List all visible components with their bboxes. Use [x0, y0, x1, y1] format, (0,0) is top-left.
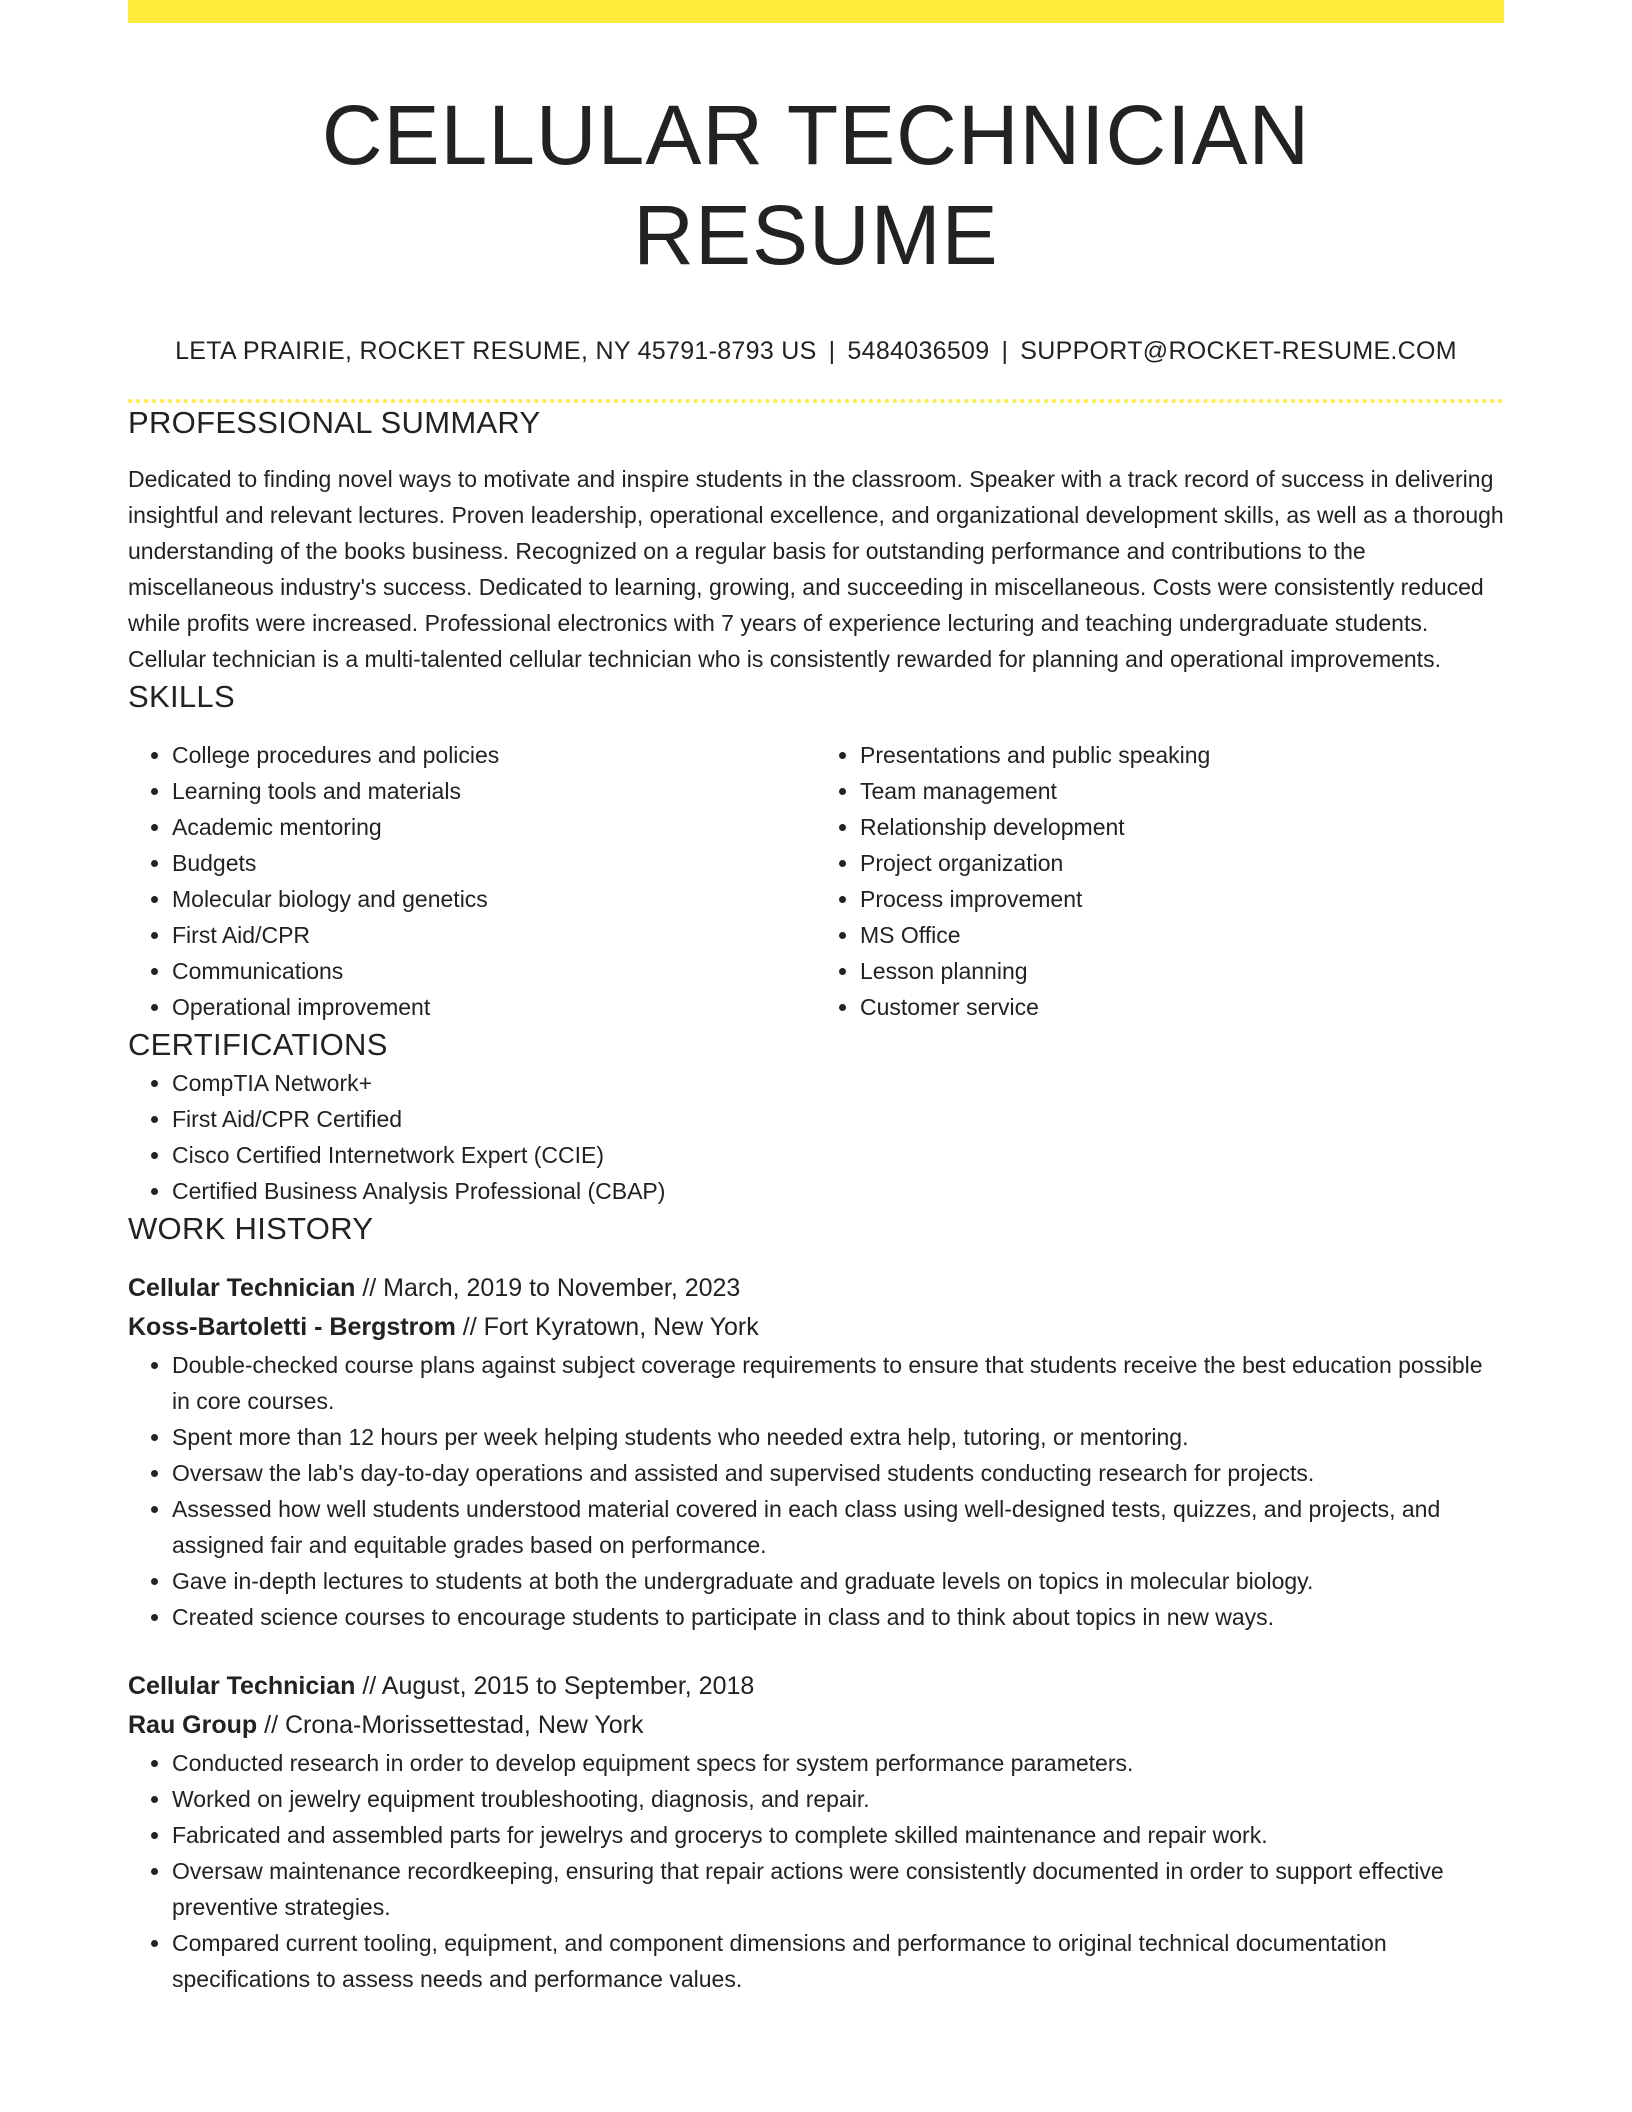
skill-item: • Budgets: [172, 845, 816, 881]
resume-page: [128, 0, 1504, 1997]
certification-item: • Cisco Certified Internetwork Expert (CCIE): [172, 1137, 1504, 1173]
job-duty: • Oversaw the lab's day-to-day operations and assisted and supervised students conducting research for projects.: [172, 1455, 1504, 1491]
skill-item: • Project organization: [860, 845, 1504, 881]
section-heading-certifications: CERTIFICATIONS: [128, 1027, 388, 1062]
job-entry: [128, 1269, 1504, 1635]
skill-item: • MS Office: [860, 917, 1504, 953]
certification-item: • Certified Business Analysis Professional (CBAP): [172, 1173, 1504, 1209]
job-duty: • Assessed how well students understood material covered in each class using well-designed tests, quizzes, and projects, and assigned fair and equitable grades based on performance.: [172, 1491, 1504, 1563]
skill-item: • College procedures and policies: [172, 737, 816, 773]
job-title: Cellular Technician: [128, 1672, 356, 1700]
certification-item: • First Aid/CPR Certified: [172, 1101, 1504, 1137]
job-duty: • Gave in-depth lectures to students at both the undergraduate and graduate levels on topics in molecular biology.: [172, 1563, 1504, 1599]
certification-item: • CompTIA Network+: [172, 1065, 1504, 1101]
accent-top-bar: [128, 0, 1504, 23]
certifications-list: [128, 1065, 1504, 1209]
job-location: // Crona-Morissettestad, New York: [257, 1711, 644, 1739]
section-heading-work-history: WORK HISTORY: [128, 1211, 374, 1246]
job-company-line: [128, 1308, 1504, 1347]
contact-line: [128, 335, 1504, 367]
contact-separator: |: [1001, 337, 1009, 365]
job-dates: // March, 2019 to November, 2023: [355, 1274, 741, 1302]
job-duty: • Spent more than 12 hours per week helping students who needed extra help, tutoring, or mentoring.: [172, 1419, 1504, 1455]
job-duty: • Compared current tooling, equipment, and component dimensions and performance to original technical documentation specifications to assess needs and performance values.: [172, 1925, 1504, 1997]
skill-item: • Molecular biology and genetics: [172, 881, 816, 917]
summary-paragraph: Dedicated to finding novel ways to motivate and inspire students in the classroom. Speaker with a track record of success in delivering insightful and relevant lectures. Proven leadership, operational excellence, and organizational development skills, as well as a thorough understanding of the books business. Recognized on a regular basis for outstanding performance and contributions to the miscellaneous industry's success. Dedicated to learning, growing, and succeeding in miscellaneous. Costs were consistently reduced while profits were increased. Professional electronics with 7 years of experience lecturing and teaching undergraduate students. Cellular technician is a multi-talented cellular technician who is consistently rewarded for planning and operational improvements.: [128, 466, 1504, 672]
job-title-line: [128, 1269, 1504, 1308]
contact-email: SUPPORT@ROCKET-RESUME.COM: [1020, 337, 1457, 365]
resume-title: CELLULAR TECHNICIAN RESUME: [321, 88, 1311, 282]
skill-item: • Operational improvement: [172, 989, 816, 1025]
skill-item: • Communications: [172, 953, 816, 989]
job-duty: • Worked on jewelry equipment troubleshooting, diagnosis, and repair.: [172, 1781, 1504, 1817]
job-title-line: [128, 1667, 1504, 1706]
skills-list-right: [816, 737, 1504, 1025]
job-duties-list: [128, 1745, 1504, 1997]
job-location: // Fort Kyratown, New York: [455, 1313, 759, 1341]
job-company-line: [128, 1706, 1504, 1745]
skill-item: • First Aid/CPR: [172, 917, 816, 953]
skill-item: • Presentations and public speaking: [860, 737, 1504, 773]
job-title: Cellular Technician: [128, 1274, 356, 1302]
job-duty: • Double-checked course plans against subject coverage requirements to ensure that students receive the best education possible in core courses.: [172, 1347, 1504, 1419]
job-company: Rau Group: [128, 1711, 258, 1739]
skills-columns: [128, 737, 1504, 1025]
skill-item: • Learning tools and materials: [172, 773, 816, 809]
contact-separator: |: [828, 337, 836, 365]
skill-item: • Academic mentoring: [172, 809, 816, 845]
job-duties-list: [128, 1347, 1504, 1635]
job-company: Koss-Bartoletti - Bergstrom: [128, 1313, 456, 1341]
contact-address: LETA PRAIRIE, ROCKET RESUME, NY 45791-8793 US: [175, 337, 817, 365]
skill-item: • Process improvement: [860, 881, 1504, 917]
job-entry: [128, 1667, 1504, 1997]
job-duty: • Fabricated and assembled parts for jewelrys and grocerys to complete skilled maintenance and repair work.: [172, 1817, 1504, 1853]
job-duty: • Created science courses to encourage students to participate in class and to think about topics in new ways.: [172, 1599, 1504, 1635]
job-dates: // August, 2015 to September, 2018: [355, 1672, 755, 1700]
skill-item: • Customer service: [860, 989, 1504, 1025]
skill-item: • Lesson planning: [860, 953, 1504, 989]
section-heading-skills: SKILLS: [128, 679, 235, 714]
job-duty: • Oversaw maintenance recordkeeping, ensuring that repair actions were consistently documented in order to support effective preventive strategies.: [172, 1853, 1504, 1925]
job-duty: • Conducted research in order to develop equipment specs for system performance parameters.: [172, 1745, 1504, 1781]
section-heading-summary: PROFESSIONAL SUMMARY: [128, 405, 541, 440]
contact-phone: 5484036509: [847, 337, 990, 365]
skills-list-left: [128, 737, 816, 1025]
skill-item: • Relationship development: [860, 809, 1504, 845]
skill-item: • Team management: [860, 773, 1504, 809]
